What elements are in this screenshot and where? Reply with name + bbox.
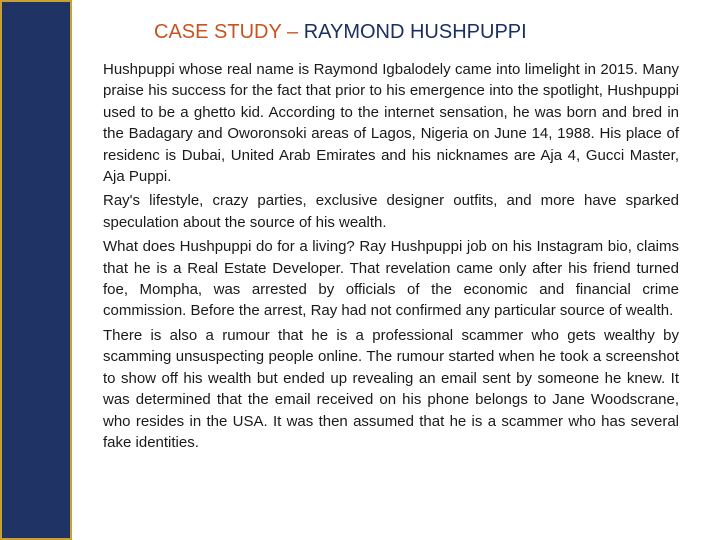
decorative-sidebar	[0, 0, 72, 540]
slide-title-lead: CASE STUDY –	[154, 21, 304, 43]
slide-body	[103, 59, 679, 456]
paragraph-lifestyle: Ray's lifestyle, crazy parties, exclusive designer outfits, and more have sparked speculation about the source of his wealth.	[103, 192, 679, 231]
slide-title-name: RAYMOND HUSHPUPPI	[303, 21, 527, 43]
paragraph-occupation: What does Hushpuppi do for a living? Ray Hushpuppi job on his Instagram bio, claims that he is a Real Estate Developer. That revelation came only after his friend turned foe, Mompha, was arrested by officials of the economic and financial crime commission. Before the arrest, Ray had not confirmed any particular source of wealth.	[103, 238, 679, 320]
paragraph-rumour: There is also a rumour that he is a professional scammer who gets wealthy by scamming unsuspecting people online. The rumour started when he took a screenshot to show off his wealth but ended up revealing an email sent by someone he knew. It was determined that the email received on his phone belongs to Jane Woodscrane, who resides in the USA. It was then assumed that he is a scammer who has several fake identities.	[103, 326, 679, 451]
slide-title	[154, 20, 527, 44]
paragraph-background: Hushpuppi whose real name is Raymond Igbalodely came into limelight in 2015. Many praise his success for the fact that prior to his emergence into the spotlight, Hushpuppi used to be a ghetto kid. According to the internet sensation, he was born and bred in the Badagary and Oworonsoki areas of Lagos, Nigeria on June 14, 1988. His place of residenc is Dubai, United Arab Emirates and his nicknames are Aja 4, Gucci Master, Aja Puppi.	[103, 61, 679, 186]
